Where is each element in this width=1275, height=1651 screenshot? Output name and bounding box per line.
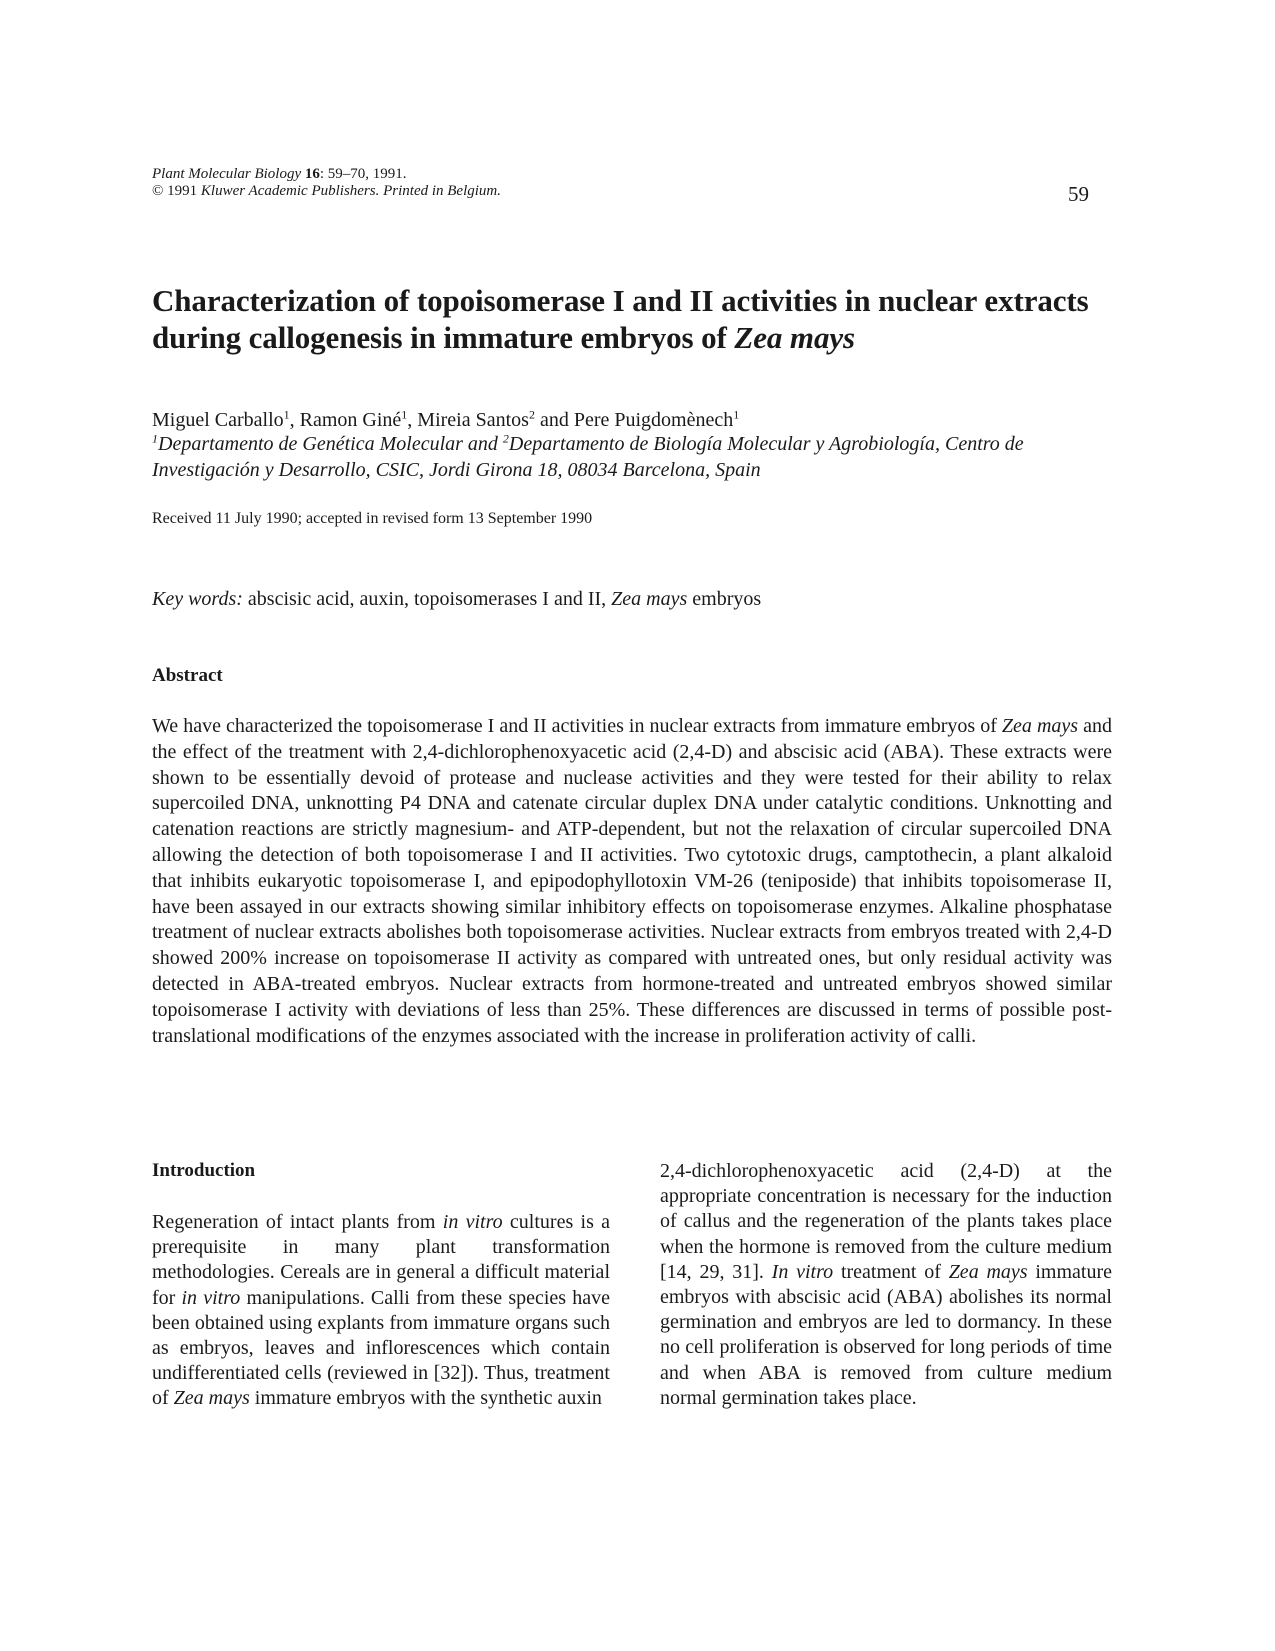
author-4: and Pere Puigdomènech [534, 409, 734, 431]
keywords-text: abscisic acid, auxin, topoisomerases I and II, [242, 588, 612, 610]
affil-sup-1: 1 [152, 431, 158, 446]
journal-pages-year: : 59–70, 1991. [319, 166, 407, 182]
affil-sup-2: 2 [502, 431, 509, 446]
keywords-species: Zea mays [611, 588, 688, 610]
intro-left-1: Regeneration of intact plants from [152, 1211, 443, 1233]
journal-volume: 16 [304, 166, 320, 182]
intro-left-species: Zea mays [173, 1387, 250, 1410]
author-3-sup: 2 [528, 407, 535, 422]
authors [152, 407, 739, 433]
intro-left-4: immature embryos with the synthetic auxin [249, 1387, 602, 1410]
abstract-text-2: and the effect of the treatment with 2,4-dichlorophenoxyacetic acid (2,4-D) and abscisic acid (ABA). These extracts were shown to be essentially devoid of protease and nuclease activities and they were tested for their ability to relax supercoiled DNA, unknotting P4 DNA and catenate circular duplex DNA under catalytic conditions. Unknotting and catenation reactions are strictly magnesium- and ATP-dependent, but not the relaxation of circular supercoiled DNA allowing the detection of both topoisomerase I and II activities. Two cytotoxic drugs, camptothecin, a plant alkaloid that inhibits eukaryotic topoisomerase I, and epipodophyllotoxin VM-26 (teniposide) that inhibits topoisomerase II, have been assayed in our extracts showing similar inhibitory effects on topoisomerase enzymes. Alkaline phosphatase treatment of nuclear extracts abolishes both topoisomerase activities. Nuclear extracts from embryos treated with 2,4-D showed 200% increase on topoisomerase II activity as compared with untreated ones, but only residual activity was detected in ABA-treated embryos. Nuclear extracts from hormone-treated and untreated embryos showed similar topoisomerase I activity with deviations of less than 25%. These differences are discussed in terms of possible post-translational modifications of the enzymes associated with the increase in proliferation activity of calli. [152, 715, 1112, 1047]
affil-dept-1: Departamento de Genética Molecular and [158, 433, 503, 455]
author-2: , Ramon Giné [289, 409, 402, 431]
keywords [152, 588, 761, 611]
journal-header [152, 166, 501, 200]
author-3: , Mireia Santos [407, 409, 529, 431]
keywords-tail: embryos [687, 588, 762, 610]
paper-title [152, 282, 1132, 356]
intro-left-invitro: in vitro [442, 1211, 503, 1233]
affil-dept-2: Departamento de Biología Molecular y Agrobiología, Centro de Investigación y Desarrollo, CSIC, Jordi Girona 18, 08034 Barcelona, Spain [152, 433, 1024, 481]
title-text: Characterization of topoisomerase I and II activities in nuclear extracts during callogenesis in immature embryos of [152, 283, 1089, 355]
intro-right-species: Zea mays [948, 1260, 1028, 1283]
intro-left-3: manipulations. Calli from these species have been obtained using explants from immature organs such as embryos, leaves and inflorescences which contain undifferentiated cells (reviewed in [32]). Thus, treatment of [152, 1286, 610, 1410]
publisher: Kluwer Academic Publishers. Printed in Belgium. [200, 183, 502, 199]
intro-left-invitro-2: in vitro [181, 1286, 241, 1309]
abstract-body [152, 714, 1112, 1049]
copyright-line [152, 183, 501, 200]
abstract-text-1: We have characterized the topoisomerase I and II activities in nuclear extracts from immature embryos of [152, 715, 1002, 737]
intro-right-1: 2,4-dichlorophenoxyacetic acid (2,4-D) at the appropriate concentration is necessary for the induction of callus and the regeneration of the plants takes place when the hormone is removed from the culture medium [14, 29, 31]. [660, 1160, 1112, 1283]
author-1: Miguel Carballo [152, 409, 284, 431]
author-1-sup: 1 [283, 407, 290, 422]
affiliations [152, 431, 1112, 483]
received-dates: Received 11 July 1990; accepted in revised form 13 September 1990 [152, 510, 593, 527]
author-4-sup: 1 [733, 407, 740, 422]
introduction-left-column [152, 1210, 610, 1412]
copyright-symbol: © [152, 183, 164, 199]
abstract-heading: Abstract [152, 665, 223, 686]
keywords-label: Key words: [152, 588, 243, 610]
introduction-right-column [660, 1159, 1112, 1411]
copyright-year: 1991 [167, 183, 198, 199]
journal-name: Plant Molecular Biology [152, 166, 302, 182]
intro-right-2: treatment of [833, 1260, 949, 1283]
title-species: Zea mays [734, 320, 855, 355]
abstract-species: Zea mays [1001, 715, 1079, 737]
intro-left-2: cultures is a prerequisite in many plant transformation methodologies. Cereals are in general a difficult material for [152, 1211, 611, 1309]
page-number: 59 [1068, 182, 1089, 206]
intro-right-3: immature embryos with abscisic acid (ABA) abolishes its normal germination and embryos are led to dormancy. In these no cell proliferation is observed for long periods of time and when ABA is removed from culture medium normal germination takes place. [660, 1260, 1112, 1409]
intro-right-invitro: In vitro [771, 1260, 834, 1283]
journal-citation [152, 166, 501, 183]
introduction-heading: Introduction [152, 1160, 256, 1181]
author-2-sup: 1 [401, 407, 408, 422]
